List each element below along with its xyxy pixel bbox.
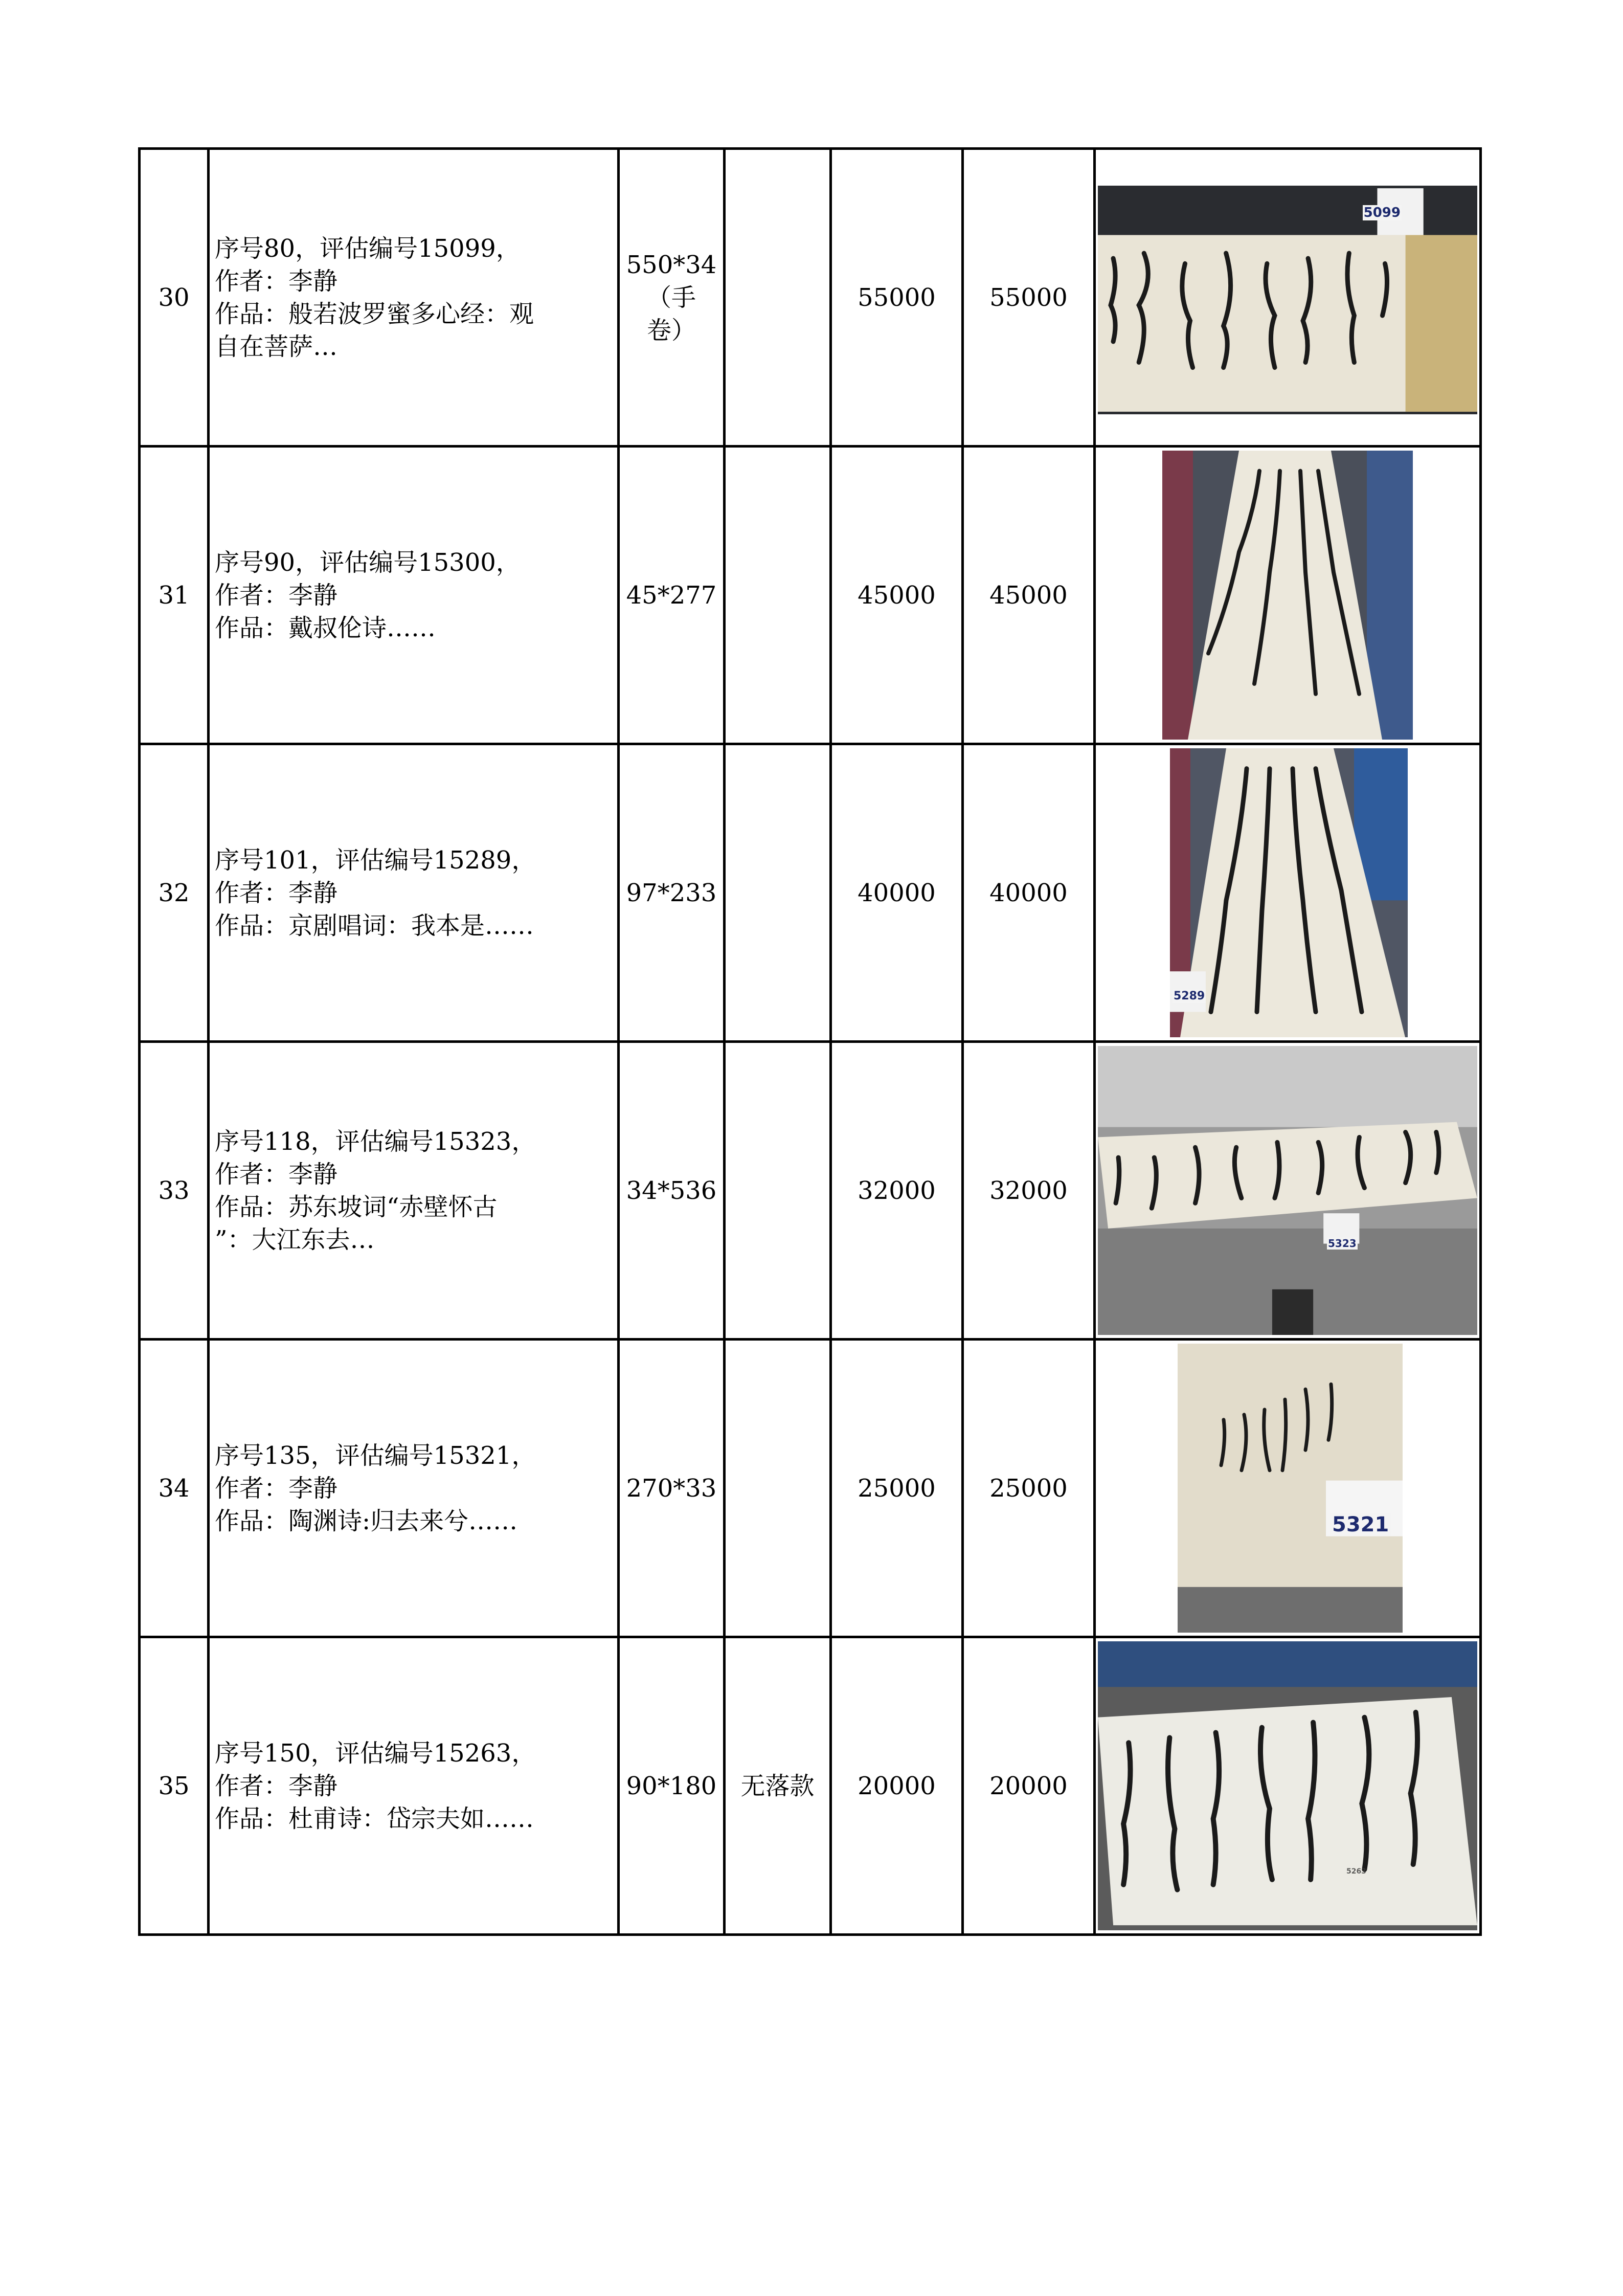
artwork-photo-cell [1095, 744, 1481, 1042]
table-row [140, 1637, 1481, 1935]
artwork-photo-cell [1095, 1042, 1481, 1340]
description-line: 作品：戴叔伦诗…… [215, 613, 436, 642]
table-row [140, 1340, 1481, 1637]
description-line: 序号118，评估编号15323， [215, 1127, 536, 1156]
artwork-photo-cell [1095, 1340, 1481, 1637]
artwork-size [619, 447, 725, 744]
artwork-size [619, 1042, 725, 1340]
description-line: 作者：李静 [215, 1160, 338, 1189]
size-line: （手 [646, 283, 696, 312]
description-line: 作品：陶渊诗:归去来兮…… [215, 1506, 518, 1535]
row-number: 33 [140, 1042, 209, 1340]
appraised-value: 20000 [831, 1637, 963, 1935]
description-line: 序号150，评估编号15263， [215, 1738, 536, 1768]
artwork-size [619, 1637, 725, 1935]
description-line: 作品：杜甫诗：岱宗夫如…… [215, 1804, 534, 1833]
description-line: 作者：李静 [215, 581, 338, 610]
artwork-description [209, 1637, 619, 1935]
artwork-photo-cell [1095, 149, 1481, 447]
row-number: 35 [140, 1637, 209, 1935]
table-row [140, 149, 1481, 447]
appraised-value: 55000 [831, 149, 963, 447]
artwork-photo [1162, 451, 1413, 740]
remark-cell [725, 1340, 831, 1637]
description-line: 作品：京剧唱词：我本是…… [215, 911, 534, 940]
remark-cell [725, 1042, 831, 1340]
inventory-tag: 5099 [1363, 205, 1401, 220]
artwork-description [209, 1340, 619, 1637]
artwork-size [619, 1340, 725, 1637]
size-line: 卷） [646, 316, 696, 345]
description-line: 作品：般若波罗蜜多心经：观 [215, 299, 534, 328]
artwork-description [209, 447, 619, 744]
description-line: 作者：李静 [215, 878, 338, 907]
artwork-description [209, 149, 619, 447]
table-row [140, 744, 1481, 1042]
description-line: 自在菩萨… [215, 332, 338, 361]
table-row [140, 447, 1481, 744]
artwork-description [209, 744, 619, 1042]
appraised-value: 40000 [831, 744, 963, 1042]
description-line: 作者：李静 [215, 1771, 338, 1800]
total-value: 45000 [963, 447, 1095, 744]
description-line: 作品：苏东坡词“赤壁怀古 [215, 1192, 498, 1221]
size-line: 45*277 [626, 581, 717, 610]
artwork-size [619, 149, 725, 447]
row-number: 31 [140, 447, 209, 744]
inventory-tag: 5289 [1174, 990, 1205, 1002]
remark-cell: 无落款 [725, 1637, 831, 1935]
artwork-size [619, 744, 725, 1042]
total-value: 55000 [963, 149, 1095, 447]
artwork-photo [1098, 1046, 1477, 1335]
remark-cell [725, 744, 831, 1042]
remark-cell [725, 447, 831, 744]
size-line: 34*536 [626, 1176, 717, 1205]
artwork-photo [1098, 186, 1477, 414]
row-number: 30 [140, 149, 209, 447]
inventory-tag: 5263 [1346, 1867, 1366, 1876]
table-row [140, 1042, 1481, 1340]
description-line: ”：大江东去… [215, 1225, 375, 1254]
artwork-photo-cell [1095, 447, 1481, 744]
artwork-photo [1098, 1641, 1477, 1930]
description-line: 作者：李静 [215, 1474, 338, 1503]
total-value: 20000 [963, 1637, 1095, 1935]
row-number: 32 [140, 744, 209, 1042]
appraisal-sheet [138, 147, 1482, 1936]
description-line: 作者：李静 [215, 266, 338, 296]
artwork-photo-cell [1095, 1637, 1481, 1935]
size-line: 270*33 [626, 1474, 717, 1503]
description-line: 序号101，评估编号15289， [215, 845, 536, 875]
size-line: 550*34 [626, 250, 717, 279]
total-value: 25000 [963, 1340, 1095, 1637]
size-line: 97*233 [626, 878, 717, 907]
description-line: 序号80，评估编号15099， [215, 234, 521, 263]
appraised-value: 25000 [831, 1340, 963, 1637]
appraisal-table [138, 147, 1482, 1936]
description-line: 序号90，评估编号15300， [215, 548, 521, 577]
artwork-photo [1178, 1344, 1403, 1633]
appraised-value: 32000 [831, 1042, 963, 1340]
description-line: 序号135，评估编号15321， [215, 1441, 536, 1470]
appraised-value: 45000 [831, 447, 963, 744]
row-number: 34 [140, 1340, 209, 1637]
total-value: 40000 [963, 744, 1095, 1042]
inventory-tag: 5323 [1328, 1237, 1357, 1250]
size-line: 90*180 [626, 1771, 717, 1800]
inventory-tag: 5321 [1330, 1513, 1391, 1536]
artwork-description [209, 1042, 619, 1340]
total-value: 32000 [963, 1042, 1095, 1340]
remark-cell [725, 149, 831, 447]
